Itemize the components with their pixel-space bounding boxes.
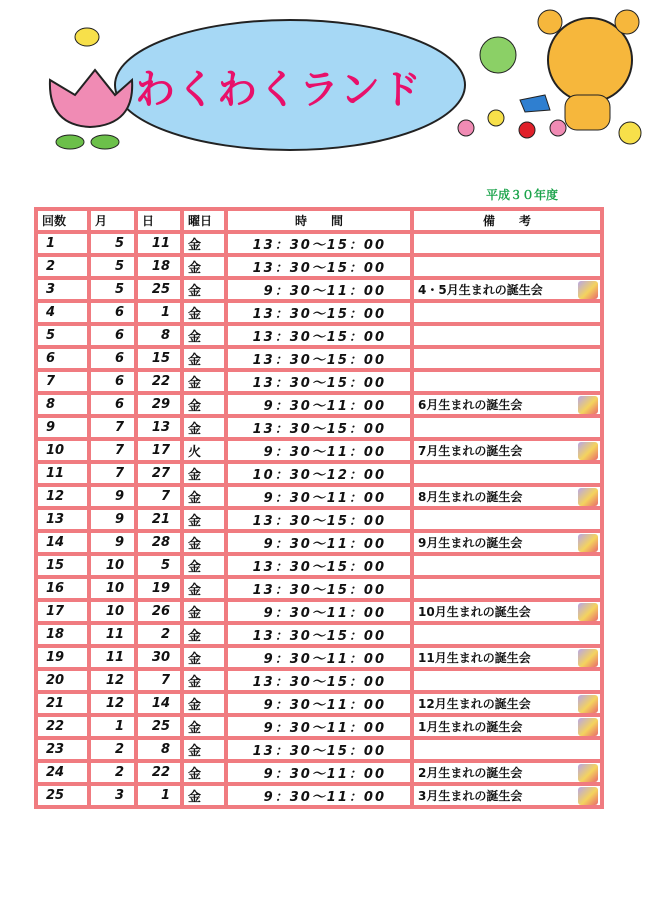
month-cell: 11 (89, 646, 136, 669)
notes-cell: 11月生まれの誕生会 (412, 646, 602, 669)
weekday-cell: 金 (182, 761, 226, 784)
weekday-cell: 金 (182, 646, 226, 669)
count-cell: 4 (36, 301, 89, 324)
count-cell: 20 (36, 669, 89, 692)
table-row (36, 554, 602, 577)
month-cell: 3 (89, 784, 136, 807)
day-cell: 19 (136, 577, 182, 600)
notes-cell: 12月生まれの誕生会 (412, 692, 602, 715)
time-cell: 9：30～11：00 (226, 531, 412, 554)
birthday-cake-icon (578, 718, 598, 736)
day-cell: 8 (136, 738, 182, 761)
count-cell: 19 (36, 646, 89, 669)
day-cell: 8 (136, 324, 182, 347)
page-title: わくわくランド (135, 67, 422, 113)
table-row (36, 669, 602, 692)
count-cell: 23 (36, 738, 89, 761)
notes-cell (412, 301, 602, 324)
table-row (36, 715, 602, 738)
month-cell: 6 (89, 393, 136, 416)
day-cell: 7 (136, 669, 182, 692)
weekday-cell: 金 (182, 623, 226, 646)
month-cell: 9 (89, 531, 136, 554)
month-cell: 11 (89, 623, 136, 646)
count-cell: 11 (36, 462, 89, 485)
table-row (36, 393, 602, 416)
notes-cell (412, 255, 602, 278)
birthday-cake-icon (578, 603, 598, 621)
notes-cell (412, 462, 602, 485)
month-cell: 6 (89, 370, 136, 393)
notes-cell (412, 554, 602, 577)
time-cell: 13：30～15：00 (226, 623, 412, 646)
day-cell: 25 (136, 278, 182, 301)
count-cell: 24 (36, 761, 89, 784)
month-cell: 6 (89, 301, 136, 324)
weekday-cell: 金 (182, 600, 226, 623)
table-row (36, 531, 602, 554)
month-cell: 10 (89, 600, 136, 623)
notes-cell: 3月生まれの誕生会 (412, 784, 602, 807)
count-cell: 17 (36, 600, 89, 623)
weekday-cell: 金 (182, 669, 226, 692)
table-row (36, 278, 602, 301)
count-cell: 9 (36, 416, 89, 439)
table-row (36, 485, 602, 508)
month-cell: 6 (89, 324, 136, 347)
weekday-cell: 金 (182, 347, 226, 370)
time-cell: 9：30～11：00 (226, 646, 412, 669)
time-cell: 13：30～15：00 (226, 232, 412, 255)
header-illustration (0, 0, 650, 160)
table-row (36, 738, 602, 761)
time-cell: 10：30～12：00 (226, 462, 412, 485)
month-cell: 9 (89, 508, 136, 531)
day-cell: 18 (136, 255, 182, 278)
header-day: 日 (136, 209, 182, 232)
notes-cell: 8月生まれの誕生会 (412, 485, 602, 508)
weekday-cell: 金 (182, 577, 226, 600)
day-cell: 15 (136, 347, 182, 370)
day-cell: 26 (136, 600, 182, 623)
time-cell: 13：30～15：00 (226, 324, 412, 347)
table-row (36, 784, 602, 807)
notes-cell (412, 508, 602, 531)
month-cell: 2 (89, 738, 136, 761)
day-cell: 17 (136, 439, 182, 462)
month-cell: 12 (89, 669, 136, 692)
time-cell: 9：30～11：00 (226, 485, 412, 508)
day-cell: 11 (136, 232, 182, 255)
weekday-cell: 金 (182, 393, 226, 416)
table-row (36, 324, 602, 347)
weekday-cell: 金 (182, 278, 226, 301)
table-header-row (36, 209, 602, 232)
month-cell: 10 (89, 577, 136, 600)
count-cell: 25 (36, 784, 89, 807)
month-cell: 10 (89, 554, 136, 577)
count-cell: 7 (36, 370, 89, 393)
birthday-cake-icon (578, 649, 598, 667)
time-cell: 13：30～15：00 (226, 738, 412, 761)
notes-cell (412, 669, 602, 692)
weekday-cell: 金 (182, 554, 226, 577)
weekday-cell: 金 (182, 462, 226, 485)
time-cell: 9：30～11：00 (226, 600, 412, 623)
header-count: 回数 (36, 209, 89, 232)
table-row (36, 577, 602, 600)
weekday-cell: 金 (182, 738, 226, 761)
weekday-cell: 金 (182, 232, 226, 255)
month-cell: 6 (89, 347, 136, 370)
month-cell: 5 (89, 232, 136, 255)
notes-cell (412, 232, 602, 255)
table-row (36, 508, 602, 531)
day-cell: 25 (136, 715, 182, 738)
day-cell: 22 (136, 370, 182, 393)
table-row (36, 623, 602, 646)
table-row (36, 600, 602, 623)
time-cell: 13：30～15：00 (226, 508, 412, 531)
month-cell: 5 (89, 255, 136, 278)
count-cell: 8 (36, 393, 89, 416)
table-row (36, 232, 602, 255)
header-month: 月 (89, 209, 136, 232)
day-cell: 1 (136, 301, 182, 324)
notes-cell: 7月生まれの誕生会 (412, 439, 602, 462)
table-row (36, 347, 602, 370)
birthday-cake-icon (578, 695, 598, 713)
notes-cell (412, 577, 602, 600)
notes-cell (412, 623, 602, 646)
birthday-cake-icon (578, 534, 598, 552)
month-cell: 7 (89, 462, 136, 485)
table-row (36, 761, 602, 784)
count-cell: 3 (36, 278, 89, 301)
month-cell: 9 (89, 485, 136, 508)
table-row (36, 462, 602, 485)
notes-cell: 4・5月生まれの誕生会 (412, 278, 602, 301)
count-cell: 10 (36, 439, 89, 462)
month-cell: 12 (89, 692, 136, 715)
birthday-cake-icon (578, 281, 598, 299)
count-cell: 5 (36, 324, 89, 347)
month-cell: 5 (89, 278, 136, 301)
notes-cell: 2月生まれの誕生会 (412, 761, 602, 784)
time-cell: 9：30～11：00 (226, 692, 412, 715)
weekday-cell: 金 (182, 301, 226, 324)
time-cell: 13：30～15：00 (226, 577, 412, 600)
day-cell: 2 (136, 623, 182, 646)
weekday-cell: 金 (182, 508, 226, 531)
table-row (36, 301, 602, 324)
table-row (36, 692, 602, 715)
time-cell: 13：30～15：00 (226, 416, 412, 439)
time-cell: 13：30～15：00 (226, 669, 412, 692)
count-cell: 6 (36, 347, 89, 370)
table-row (36, 439, 602, 462)
day-cell: 27 (136, 462, 182, 485)
time-cell: 9：30～11：00 (226, 439, 412, 462)
weekday-cell: 金 (182, 416, 226, 439)
time-cell: 13：30～15：00 (226, 301, 412, 324)
header-notes: 備 考 (412, 209, 602, 232)
day-cell: 1 (136, 784, 182, 807)
weekday-cell: 金 (182, 784, 226, 807)
time-cell: 13：30～15：00 (226, 554, 412, 577)
notes-cell: 1月生まれの誕生会 (412, 715, 602, 738)
table-row (36, 646, 602, 669)
weekday-cell: 金 (182, 370, 226, 393)
birthday-cake-icon (578, 442, 598, 460)
table-row (36, 255, 602, 278)
time-cell: 13：30～15：00 (226, 347, 412, 370)
weekday-cell: 金 (182, 324, 226, 347)
header-weekday: 曜日 (182, 209, 226, 232)
weekday-cell: 金 (182, 531, 226, 554)
count-cell: 1 (36, 232, 89, 255)
time-cell: 13：30～15：00 (226, 255, 412, 278)
month-cell: 7 (89, 416, 136, 439)
count-cell: 2 (36, 255, 89, 278)
month-cell: 7 (89, 439, 136, 462)
day-cell: 7 (136, 485, 182, 508)
weekday-cell: 金 (182, 485, 226, 508)
weekday-cell: 火 (182, 439, 226, 462)
birthday-cake-icon (578, 488, 598, 506)
time-cell: 9：30～11：00 (226, 784, 412, 807)
month-cell: 2 (89, 761, 136, 784)
notes-cell (412, 370, 602, 393)
count-cell: 18 (36, 623, 89, 646)
day-cell: 14 (136, 692, 182, 715)
time-cell: 9：30～11：00 (226, 393, 412, 416)
count-cell: 22 (36, 715, 89, 738)
notes-cell: 9月生まれの誕生会 (412, 531, 602, 554)
header-time: 時 間 (226, 209, 412, 232)
weekday-cell: 金 (182, 692, 226, 715)
day-cell: 21 (136, 508, 182, 531)
count-cell: 14 (36, 531, 89, 554)
fiscal-year-label: 平成３０年度 (486, 188, 559, 202)
day-cell: 28 (136, 531, 182, 554)
notes-cell: 10月生まれの誕生会 (412, 600, 602, 623)
birthday-cake-icon (578, 787, 598, 805)
notes-cell (412, 324, 602, 347)
notes-cell (412, 738, 602, 761)
time-cell: 13：30～15：00 (226, 370, 412, 393)
time-cell: 9：30～11：00 (226, 761, 412, 784)
count-cell: 15 (36, 554, 89, 577)
count-cell: 13 (36, 508, 89, 531)
count-cell: 12 (36, 485, 89, 508)
time-cell: 9：30～11：00 (226, 278, 412, 301)
weekday-cell: 金 (182, 715, 226, 738)
notes-cell (412, 347, 602, 370)
birthday-cake-icon (578, 764, 598, 782)
day-cell: 22 (136, 761, 182, 784)
month-cell: 1 (89, 715, 136, 738)
table-row (36, 416, 602, 439)
day-cell: 13 (136, 416, 182, 439)
notes-cell (412, 416, 602, 439)
day-cell: 29 (136, 393, 182, 416)
birthday-cake-icon (578, 396, 598, 414)
time-cell: 9：30～11：00 (226, 715, 412, 738)
count-cell: 21 (36, 692, 89, 715)
schedule-table (34, 207, 604, 809)
notes-cell: 6月生まれの誕生会 (412, 393, 602, 416)
table-row (36, 370, 602, 393)
count-cell: 16 (36, 577, 89, 600)
weekday-cell: 金 (182, 255, 226, 278)
day-cell: 5 (136, 554, 182, 577)
day-cell: 30 (136, 646, 182, 669)
